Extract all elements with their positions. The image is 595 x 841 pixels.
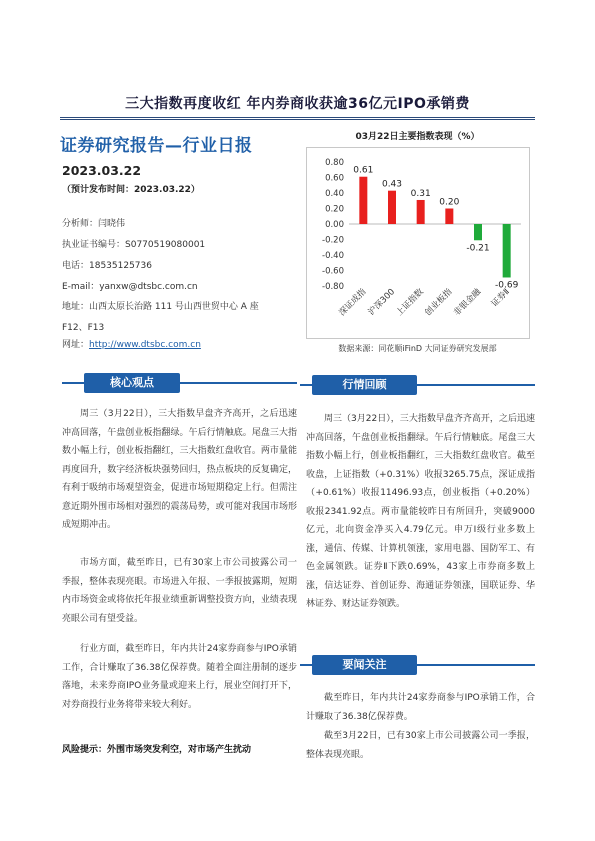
x-category-label: 上证指数 — [394, 287, 426, 319]
chart-source: 数据来源：同花顺iFinD 大同证券研究发展部 — [338, 344, 497, 353]
website — [62, 337, 201, 350]
index-performance-chart — [307, 148, 529, 338]
header-divider — [60, 117, 535, 120]
bar-3 — [445, 209, 453, 225]
x-category-label: 创业板指 — [423, 287, 455, 319]
y-tick-label: -0.80 — [322, 282, 344, 292]
report-publish-time: （预计发布时间：2023.03.22） — [62, 185, 200, 195]
section-title: 核心观点 — [84, 373, 180, 393]
bar-1 — [388, 191, 396, 224]
bar-value-label: 0.31 — [410, 188, 431, 199]
risk-warning: 风险提示：外围市场突发利空，对市场产生扰动 — [62, 745, 252, 755]
market-paragraph: 周三（3月22日），三大指数早盘齐齐高开，之后迅速冲高回落，午盘创业板指翻绿。午后行情触底。尾盘三大指数小幅上行，创业板指翻红，三大指数红盘收官。截至收盘，上证指数（+0.31%）收报3265.75点，深证成指（+0.61%）收报11496.93点，创业板指（+0.20%）收报2341.92点。两市量能较昨日有所回升，突破9000亿元，北向资金净买入4.79亿元。申万Ⅰ级行业多数上涨，通信、传媒、计算机领涨，家用电器、国防军工、有色金属领跌。证券Ⅱ下跌0.69%，43家上市券商多数上涨，信达证券、首创证券、海通证券领涨，国联证券、华林证券、财达证券领跌。 — [306, 414, 535, 609]
chart-title: 03月22日主要指数表现（%） — [355, 132, 480, 142]
report-type: 证券研究报告—行业日报 — [60, 136, 253, 156]
analyst-cert: 执业证书编号：S0770519080001 — [62, 240, 206, 250]
y-tick-label: -0.40 — [322, 251, 344, 261]
y-tick-label: -0.20 — [322, 235, 344, 246]
bar-value-label: -0.21 — [466, 243, 490, 254]
core-paragraph-1: 周三（3月22日），三大指数早盘齐齐高开，之后迅速冲高回落，午盘创业板指翻绿。午后行情触底。尾盘三大指数小幅上行，创业板指翻红，三大指数红盘收官。两市量能再度回升，数字经济板块强势回归，热点板块的反复确定，有利于吸纳市场观望资金，促进市场短期稳定上行。但需注意近期外围市场相对强烈的震荡局势，或可能对我国市场形成短期冲击。 — [62, 409, 297, 530]
news-paragraph-1: 截至昨日，年内共计24家券商参与IPO承销工作，合计赚取了36.38亿保荐费。 — [306, 693, 535, 722]
bar-5 — [503, 224, 511, 277]
bar-value-label: 0.20 — [439, 197, 460, 208]
x-category-label: 证券Ⅱ — [489, 287, 512, 310]
bar-4 — [474, 224, 482, 240]
y-tick-label: 0.40 — [325, 189, 344, 199]
website-link[interactable]: http://www.dtsbc.com.cn — [89, 340, 201, 350]
x-category-label: 深证成指 — [337, 287, 369, 319]
website-label: 网址： — [62, 340, 90, 350]
y-tick-label: 0.20 — [325, 204, 344, 215]
section-title: 行情回顾 — [312, 375, 417, 395]
analyst-email: E-mail：yanxw@dtsbc.com.cn — [62, 282, 198, 292]
core-view-header — [62, 373, 297, 393]
bar-value-label: 0.43 — [381, 179, 403, 190]
y-tick-label: 0.80 — [325, 158, 344, 168]
analyst-phone: 电话：18535125736 — [62, 261, 152, 271]
address-line-2: F12、F13 — [62, 323, 105, 333]
section-title: 要闻关注 — [312, 655, 417, 675]
news-paragraph-2: 截至3月22日，已有30家上市公司披露公司一季报，整体表现亮眼。 — [306, 731, 535, 760]
market-review-header — [300, 375, 535, 395]
bar-2 — [417, 200, 425, 224]
report-date: 2023.03.22 — [62, 163, 142, 178]
headline: 三大指数再度收红 年内券商收获逾36亿元IPO承销费 — [125, 96, 470, 112]
bar-value-label: -0.69 — [495, 280, 519, 291]
core-paragraph-2: 市场方面，截至昨日，已有30家上市公司披露公司一季报，整体表现亮眼。市场进入年报、一季报披露期，短期内市场资金或将依托年报业绩重新调整投资方向，业绩表现亮眼公司有望受益。 — [62, 558, 297, 624]
address-line-1: 地址：山西太原长治路 111 号山西世贸中心 A 座 — [62, 302, 259, 312]
y-tick-label: -0.60 — [322, 266, 344, 277]
bar-value-label: 0.61 — [353, 165, 374, 176]
x-category-label: 沪深300 — [366, 287, 398, 318]
y-tick-label: 0.00 — [325, 220, 344, 230]
chart-frame — [306, 147, 530, 339]
analyst-name: 分析师：闫晓伟 — [62, 219, 126, 229]
y-tick-label: 0.60 — [325, 173, 344, 184]
news-header — [300, 655, 535, 675]
core-paragraph-3: 行业方面，截至昨日，年内共计24家券商参与IPO承销工作，合计赚取了36.38亿保荐费。随着全面注册制的逐步落地，未来券商IPO业务量或迎来上行，展业空间打开下，对券商投行业务将带来较大利好。 — [62, 644, 297, 710]
bar-0 — [359, 177, 367, 224]
x-category-label: 非银金融 — [451, 287, 484, 319]
